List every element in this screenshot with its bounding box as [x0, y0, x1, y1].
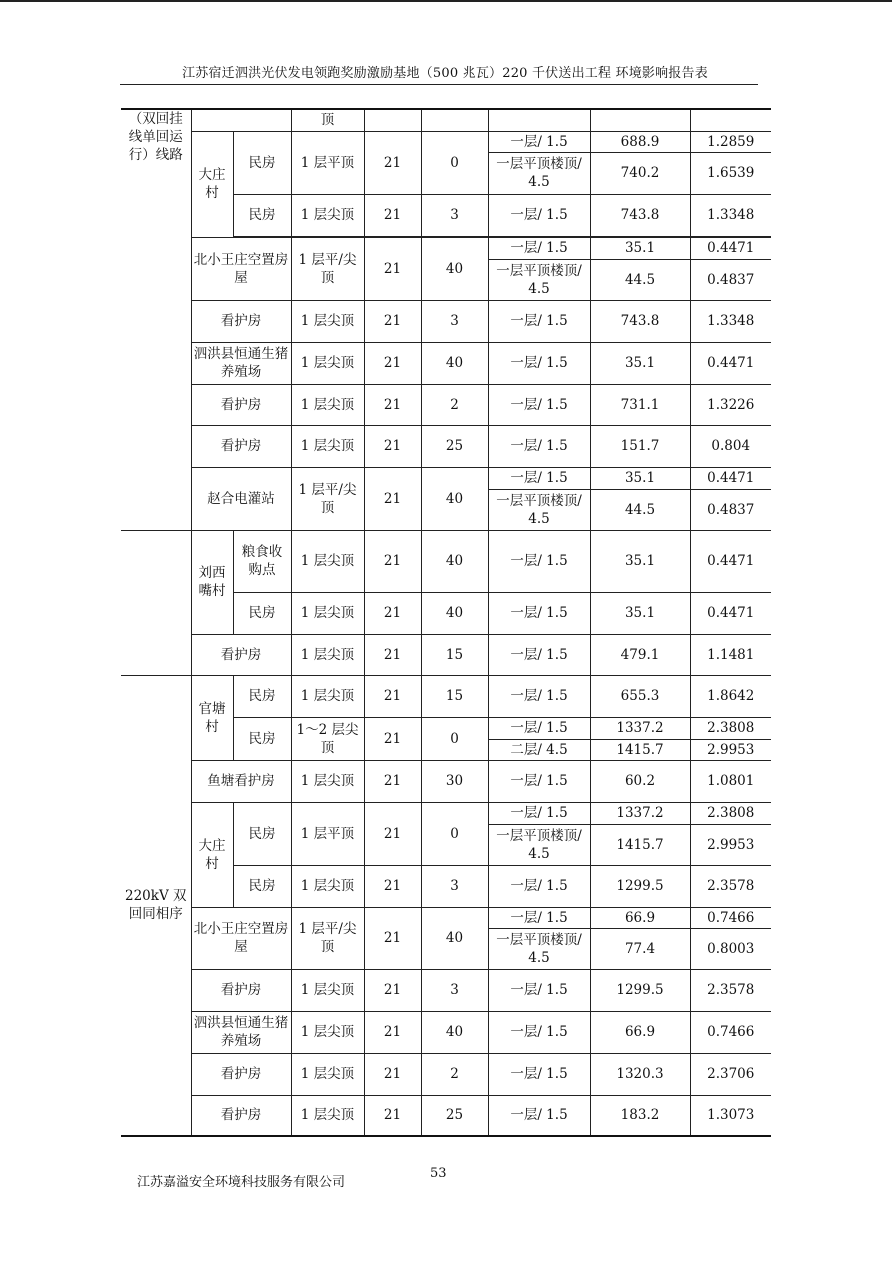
- footer-company: 江苏嘉溢安全环境科技服务有限公司: [137, 1175, 346, 1190]
- table-row: 民房 1 层尖顶 21 40 一层/ 1.5 35.1 0.4471: [121, 592, 771, 634]
- table-row: 鱼塘看护房 1 层尖顶 21 30 一层/ 1.5 60.2 1.0801: [121, 760, 771, 802]
- section-label-cell: （双回挂线单回运行）线路: [121, 109, 191, 530]
- village-cell: 刘西嘴村: [191, 530, 233, 634]
- environment-impact-table: [121, 108, 771, 1137]
- table-row: 一层平顶楼顶/ 4.5 1415.7 2.9953: [121, 824, 771, 865]
- table-row: 民房 1 层尖顶 21 3 一层/ 1.5 743.8 1.3348: [121, 194, 771, 236]
- table-row: 一层平顶楼顶/ 4.5 44.5 0.4837: [121, 489, 771, 530]
- table-row: 看护房 1 层尖顶 21 15 一层/ 1.5 479.1 1.1481: [121, 634, 771, 675]
- section-label-cell: 220kV 双回同相序: [121, 675, 191, 1136]
- table-row: 一层平顶楼顶/ 4.5 44.5 0.4837: [121, 259, 771, 300]
- table-row: 赵合电灌站 1 层平/尖顶 21 40 一层/ 1.5 35.1 0.4471: [121, 467, 771, 489]
- village-cell: 大庄村: [191, 802, 233, 907]
- page-number: 53: [430, 1166, 447, 1181]
- table-row: 220kV 双回同相序 官塘村 民房 1 层尖顶 21 15 一层/ 1.5 655.3 1.8642: [121, 675, 771, 717]
- table-row: 看护房 1 层尖顶 21 25 一层/ 1.5 151.7 0.804: [121, 425, 771, 467]
- top-border-line: [0, 0, 892, 2]
- page-header: 江苏宿迁泗洪光伏发电领跑奖励激励基地（500 兆瓦）220 千伏送出工程 环境影响报告表: [182, 66, 708, 81]
- table-row: 看护房 1 层尖顶 21 3 一层/ 1.5 743.8 1.3348: [121, 300, 771, 342]
- table-row: 北小王庄空置房屋 1 层平/尖顶 21 40 一层/ 1.5 66.9 0.7466: [121, 907, 771, 928]
- table-row: 北小王庄空置房屋 1 层平/尖顶 21 40 一层/ 1.5 35.1 0.4471: [121, 237, 771, 259]
- header-divider: [120, 84, 758, 85]
- table-row: 看护房 1 层尖顶 21 25 一层/ 1.5 183.2 1.3073: [121, 1095, 771, 1136]
- table-row: 大庄村 民房 1 层平顶 21 0 一层/ 1.5 1337.2 2.3808: [121, 802, 771, 824]
- table-row: 民房 1～2 层尖顶 21 0 一层/ 1.5 1337.2 2.3808: [121, 717, 771, 739]
- village-cell: 官塘村: [191, 675, 233, 760]
- table-row: （双回挂线单回运行）线路 顶: [121, 109, 771, 131]
- table-row: 大庄村 民房 1 层平顶 21 0 一层/ 1.5 688.9 1.2859: [121, 131, 771, 152]
- table-row: 看护房 1 层尖顶 21 2 一层/ 1.5 731.1 1.3226: [121, 384, 771, 425]
- village-cell: 大庄村: [191, 131, 233, 237]
- table-row: 泗洪县恒通生猪养殖场 1 层尖顶 21 40 一层/ 1.5 66.9 0.7466: [121, 1011, 771, 1053]
- table-row: 二层/ 4.5 1415.7 2.9953: [121, 739, 771, 760]
- table-row: 看护房 1 层尖顶 21 2 一层/ 1.5 1320.3 2.3706: [121, 1053, 771, 1095]
- table-row: 民房 1 层尖顶 21 3 一层/ 1.5 1299.5 2.3578: [121, 865, 771, 907]
- table-row: 泗洪县恒通生猪养殖场 1 层尖顶 21 40 一层/ 1.5 35.1 0.4471: [121, 342, 771, 384]
- table-row: 一层平顶楼顶/ 4.5 77.4 0.8003: [121, 928, 771, 969]
- table-row: 一层平顶楼顶/ 4.5 740.2 1.6539: [121, 152, 771, 194]
- table-row: 刘西嘴村 粮食收购点 1 层尖顶 21 40 一层/ 1.5 35.1 0.4471: [121, 530, 771, 592]
- table-row: 看护房 1 层尖顶 21 3 一层/ 1.5 1299.5 2.3578: [121, 969, 771, 1011]
